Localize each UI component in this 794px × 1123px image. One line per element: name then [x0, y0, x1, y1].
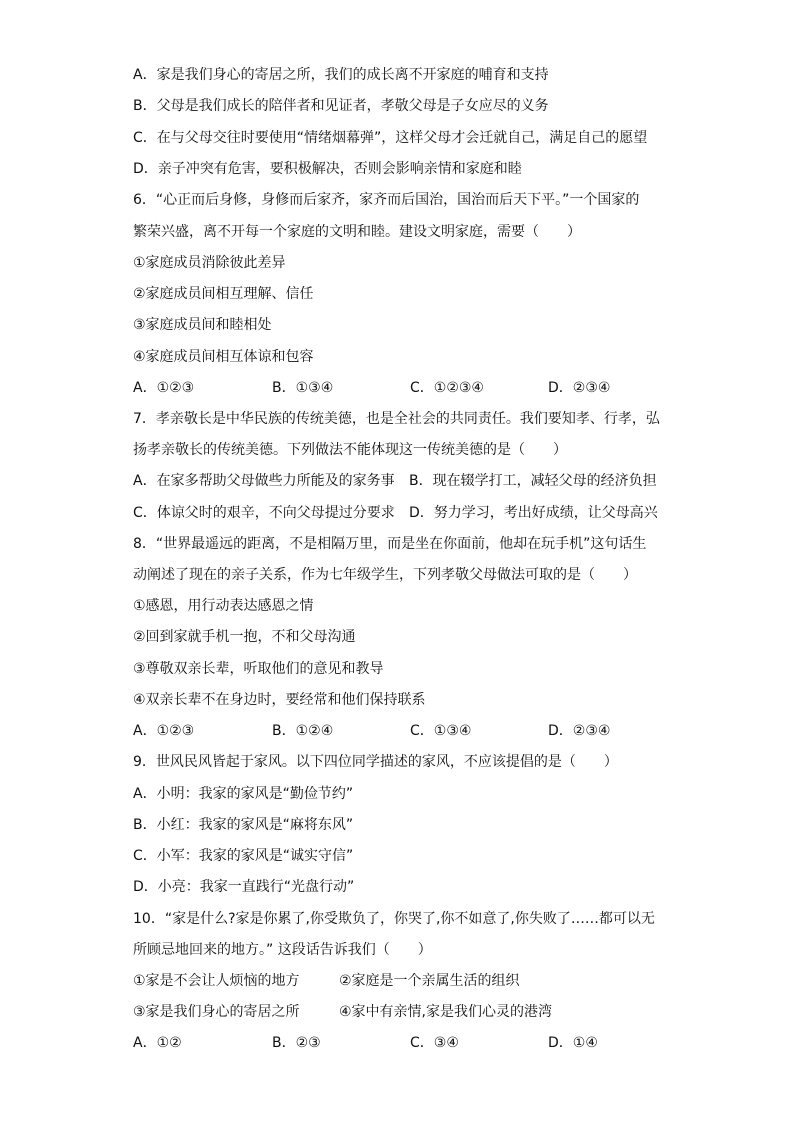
q8-stem-line2: 动阐述了现在的亲子关系，作为七年级学生，下列孝敬父母做法可取的是（ ）: [133, 567, 637, 583]
q6-item-3: ③家庭成员间和睦相处: [133, 317, 272, 333]
q6-choice-c: C．①②③④: [410, 380, 484, 396]
q5-option-b: B．父母是我们成长的陪伴者和见证者，孝敬父母是子女应尽的义务: [133, 98, 549, 114]
q6-stem-line1: 6．“心正而后身修，身修而后家齐，家齐而后国治，国治而后天下平。”一个国家的: [133, 192, 640, 208]
q5-option-d: D．亲子冲突有危害，要积极解决，否则会影响亲情和家庭和睦: [133, 161, 522, 177]
q10-choice-b: B．②③: [272, 1035, 321, 1051]
q6-item-2: ②家庭成员间相互理解、信任: [133, 286, 314, 302]
q10-choice-c: C．③④: [410, 1035, 459, 1051]
q6-choice-a: A．①②③: [133, 380, 195, 396]
q7-choice-c: C．体谅父时的艰辛，不向父母提过分要求: [133, 505, 395, 521]
q6-choice-d: D．②③④: [548, 380, 611, 396]
q6-stem-line2: 繁荣兴盛，离不开每一个家庭的文明和睦。建设文明家庭，需要（ ）: [133, 224, 581, 240]
q8-item-2: ②回到家就手机一抱，不和父母沟通: [133, 629, 356, 645]
q10-item-1: ①家是不会让人烦恼的地方: [133, 973, 300, 989]
q9-choice-c: C．小军：我家的家风是“诚实守信”: [133, 848, 354, 864]
q8-stem-line1: 8．“世界最遥远的距离，不是相隔万里，而是坐在你面前，他却在玩手机”这句话生: [133, 536, 647, 552]
q8-choice-a: A．①②③: [133, 723, 195, 739]
q7-stem-line2: 扬孝亲敬长的传统美德。下列做法不能体现这一传统美德的是（ ）: [133, 442, 567, 458]
q7-choice-d: D．努力学习，考出好成绩，让父母高兴: [409, 505, 658, 521]
q9-choice-d: D．小亮：我家一直践行“光盘行动”: [133, 879, 355, 895]
q8-item-3: ③尊敬双亲长辈，听取他们的意见和教导: [133, 661, 384, 677]
q7-choice-a: A．在家多帮助父母做些力所能及的家务事: [133, 473, 395, 489]
q10-choice-d: D．①④: [548, 1035, 598, 1051]
q8-item-1: ①感恩，用行动表达感恩之情: [133, 598, 314, 614]
q10-choice-a: A．①②: [133, 1035, 182, 1051]
q10-item-4: ④家中有亲情,家是我们心灵的港湾: [339, 1004, 553, 1020]
q7-choice-b: B．现在辍学打工，减轻父母的经济负担: [409, 473, 657, 489]
q9-stem: 9．世风民风皆起于家风。以下四位同学描述的家风，不应该提倡的是（ ）: [133, 754, 618, 770]
q8-choice-c: C．①③④: [410, 723, 472, 739]
q6-item-4: ④家庭成员间相互体谅和包容: [133, 349, 314, 365]
q10-stem-line1: 10．“家是什么?家是你累了,你受欺负了，你哭了,你不如意了,你失败了……都可以无: [133, 911, 655, 927]
q8-item-4: ④双亲长辈不在身边时，要经常和他们保持联系: [133, 692, 426, 708]
q10-stem-line2: 所顾忌地回来的地方。” 这段话告诉我们（ ）: [133, 942, 432, 958]
q10-item-3: ③家是我们身心的寄居之所: [133, 1004, 300, 1020]
q9-choice-b: B．小红：我家的家风是“麻将东风”: [133, 817, 354, 833]
q7-stem-line1: 7．孝亲敬长是中华民族的传统美德，也是全社会的共同责任。我们要知孝、行孝，弘: [133, 411, 660, 427]
q5-option-c: C．在与父母交往时要使用“情绪烟幕弹”，这样父母才会迁就自己，满足自己的愿望: [133, 130, 648, 146]
q5-option-a: A．家是我们身心的寄居之所，我们的成长离不开家庭的哺育和支持: [133, 67, 549, 83]
q10-item-2: ②家庭是一个亲属生活的组织: [339, 973, 520, 989]
q8-choice-d: D．②③④: [548, 723, 611, 739]
q9-choice-a: A．小明：我家的家风是“勤俭节约”: [133, 786, 354, 802]
q6-item-1: ①家庭成员消除彼此差异: [133, 255, 286, 271]
q6-choice-b: B．①③④: [272, 380, 334, 396]
q8-choice-b: B．①②④: [272, 723, 334, 739]
